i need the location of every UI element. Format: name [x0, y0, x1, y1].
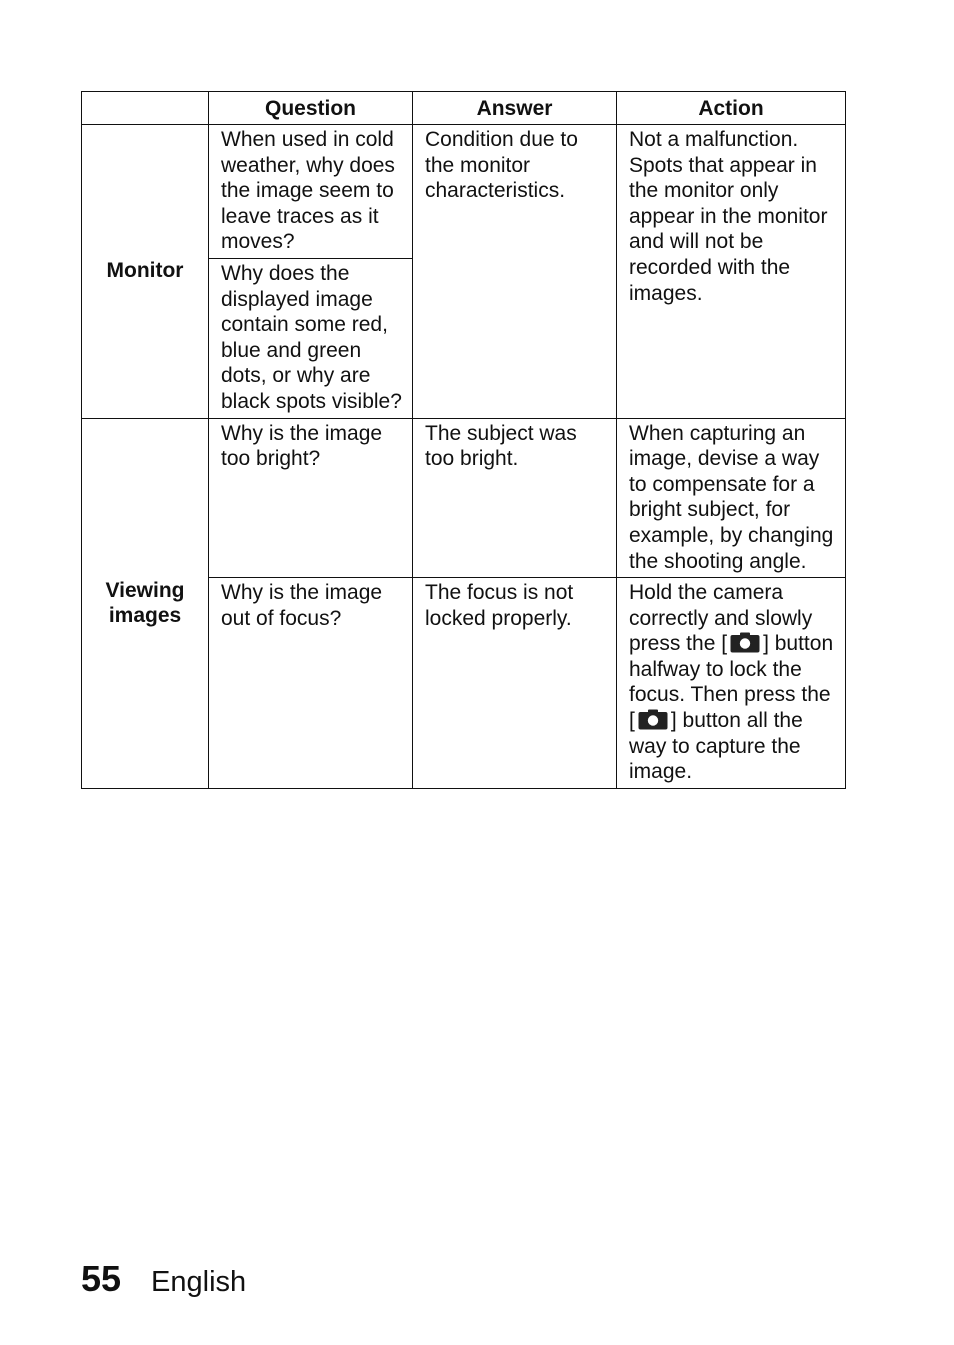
table-row: [82, 418, 846, 578]
question-cell: Why does the displayed image contain some red, blue and green dots, or why are black spots visible?: [209, 258, 413, 418]
answer-cell: The focus is not locked properly.: [413, 578, 617, 789]
page-language: English: [151, 1266, 247, 1298]
category-viewing-images: Viewing images: [82, 418, 209, 788]
camera-icon: [638, 709, 668, 730]
header-category: [82, 92, 209, 125]
troubleshooting-table: [81, 91, 846, 789]
page-number: 55: [81, 1258, 122, 1299]
camera-icon: [730, 632, 760, 653]
answer-cell: Condition due to the monitor characteristics.: [413, 125, 617, 419]
answer-cell: The subject was too bright.: [413, 418, 617, 578]
action-cell: When capturing an image, devise a way to compensate for a bright subject, for example, by changing the shooting angle.: [617, 418, 846, 578]
action-cell: [617, 578, 846, 789]
header-question: Question: [209, 92, 413, 125]
header-answer: Answer: [413, 92, 617, 125]
table-row: [82, 125, 846, 259]
action-cell: Not a malfunction. Spots that appear in the monitor only appear in the monitor and will not be recorded with the images.: [617, 125, 846, 419]
page-footer: [81, 1258, 246, 1300]
action-text-part1: Hold the camera correctly and slowly press the [: [629, 581, 813, 656]
question-cell: Why is the image too bright?: [209, 418, 413, 578]
category-monitor: Monitor: [82, 125, 209, 419]
question-cell: Why is the image out of focus?: [209, 578, 413, 789]
header-action: Action: [617, 92, 846, 125]
question-cell: When used in cold weather, why does the image seem to leave traces as it moves?: [209, 125, 413, 259]
action-text-part3: ] button all the way to capture the image.: [629, 709, 803, 784]
action-text-part2: ] button halfway to lock the focus. Then press the [: [629, 632, 834, 733]
table-header-row: [82, 92, 846, 125]
